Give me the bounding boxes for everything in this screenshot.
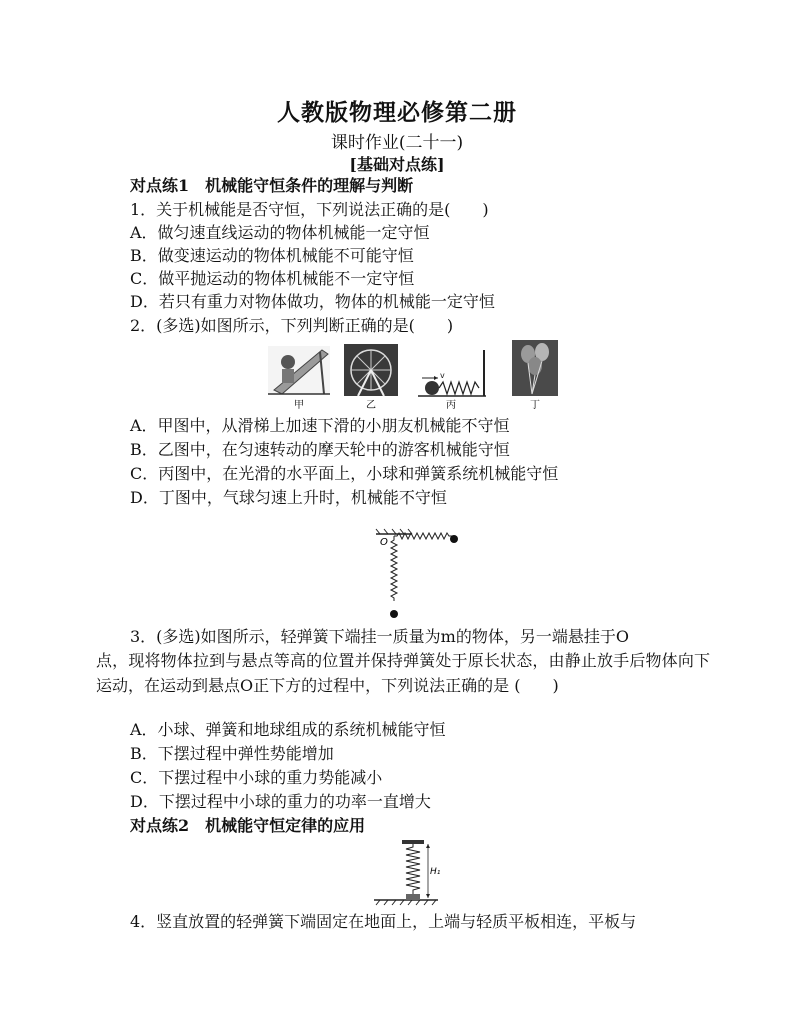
section-tag: [基础对点练] [349,155,445,174]
q1-option-c: C．做平抛运动的物体机械能不一定守恒 [130,269,415,288]
document-subtitle: 课时作业(二十一) [330,133,464,153]
q3-option-a: A．小球、弹簧和地球组成的系统机械能守恒 [130,720,446,739]
q2-option-c: C．丙图中，在光滑的水平面上，小球和弹簧系统机械能守恒 [130,464,559,483]
fig-label-jia: 甲 [294,400,304,411]
q4-stem: 4．竖直放置的轻弹簧下端固定在地面上，上端与轻质平板相连，平板与 [130,912,637,931]
q1-stem: 1．关于机械能是否守恒，下列说法正确的是( ) [130,200,489,219]
height-h1-label: H₁ [430,867,441,877]
slide-image [268,346,330,394]
q3-figure [370,526,470,621]
q1-option-b: B．做变速运动的物体机械能不可能守恒 [130,246,414,265]
q3-stem-line1: 3．(多选)如图所示，轻弹簧下端挂一质量为m的物体，另一端悬挂于O [130,627,629,646]
ferris-wheel-image [344,344,398,396]
q3-option-d: D．下摆过程中小球的重力的功率一直增大 [130,792,431,811]
document-title: 人教版物理必修第二册 [277,99,517,126]
q3-option-b: B．下摆过程中弹性势能增加 [130,744,334,763]
q1-option-a: A．做匀速直线运动的物体机械能一定守恒 [130,223,430,242]
ball-spring-image [418,350,486,396]
fig-label-ding: 丁 [530,400,540,411]
fig-label-bing: 丙 [446,400,456,411]
q4-figure [366,836,446,906]
velocity-label: v [440,371,445,380]
balloon-image [512,340,558,396]
point1-heading: 对点练1 机械能守恒条件的理解与判断 [130,176,414,195]
q3-option-c: C．下摆过程中小球的重力势能减小 [130,768,383,787]
q2-option-d: D．丁图中，气球匀速上升时，机械能不守恒 [130,488,447,507]
q1-option-d: D．若只有重力对物体做功，物体的机械能一定守恒 [130,292,495,311]
q3-answer-paren: ( ) [514,676,559,695]
q2-option-a: A．甲图中，从滑梯上加速下滑的小朋友机械能不守恒 [130,416,510,435]
fig-label-yi: 乙 [366,400,376,411]
q3-stem-text: 点，现将物体拉到与悬点等高的位置并保持弹簧处于原长状态，由静止放手后物体向下运动，在运动到悬点O正下方的过程中，下列说法正确的是 [96,651,710,695]
q2-option-b: B．乙图中，在匀速转动的摩天轮中的游客机械能守恒 [130,440,510,459]
pivot-o-label: O [380,537,388,548]
q3-stem-rest [96,648,710,698]
q2-figure [262,340,562,412]
point2-heading: 对点练2 机械能守恒定律的应用 [130,816,366,835]
q2-stem: 2．(多选)如图所示，下列判断正确的是( ) [130,316,454,335]
